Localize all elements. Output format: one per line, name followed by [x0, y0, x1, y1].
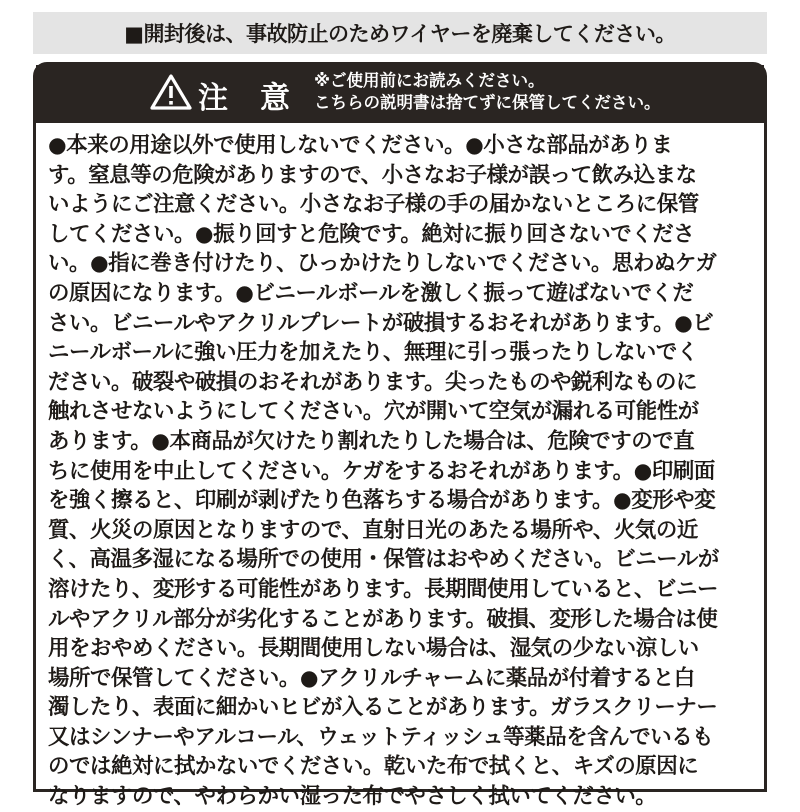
caution-header	[36, 65, 764, 123]
caution-body-line: 又はシンナーやアルコール、ウェットティッシュ等薬品を含んでいるも	[48, 724, 714, 750]
caution-body-line: いようにご注意ください。小さなお子様の手の届かないところに保管	[48, 192, 699, 218]
caution-body-line: なりますので、やわらかい湿った布でやさしく拭いてください。	[48, 784, 657, 810]
disposal-notice-text: ■開封後は、事故防止のためワイヤーを廃棄してください。	[124, 22, 676, 46]
caution-body-line: ださい。破裂や破損のおそれがあります。尖ったものや鋭利なものに	[48, 369, 697, 395]
caution-body-line: ルやアクリル部分が劣化することがあります。破損、変形した場合は使	[48, 606, 718, 632]
caution-body-line: 濁したり、表面に細かいヒビが入ることがあります。ガラスクリーナー	[48, 695, 718, 721]
caution-body-line: を強く擦ると、印刷が剥げたり色落ちする場合があります。●変形や変	[48, 488, 716, 514]
caution-box	[33, 62, 767, 810]
caution-body-line: 触れさせないようにしてください。穴が開いて空気が漏れる可能性が	[48, 399, 699, 425]
caution-body-line: く、高温多湿になる場所での使用・保管はおやめください。ビニールが	[48, 547, 719, 573]
caution-note-read-before-use: ※ご使用前にお読みください。	[314, 71, 545, 90]
caution-notes	[314, 70, 661, 114]
caution-body-line: あります。●本商品が欠けたり割れたりした場合は、危険ですので直	[48, 428, 695, 454]
caution-body-line: さい。ビニールやアクリルプレートが破損するおそれがあります。●ビ	[48, 310, 714, 336]
caution-note-keep-manual: こちらの説明書は捨てずに保管してください。	[314, 93, 661, 112]
caution-body-line: 場所で保管してください。●アクリルチャームに薬品が付着すると白	[48, 665, 695, 691]
caution-body-text	[48, 131, 754, 812]
caution-body-line: す。窒息等の危険がありますので、小さなお子様が誤って飲み込まな	[48, 162, 697, 188]
caution-body-line: 溶けたり、変形する可能性があります。長期間使用していると、ビニー	[48, 576, 718, 602]
caution-title: 注意	[198, 81, 322, 116]
disposal-notice-banner	[33, 12, 767, 54]
caution-body-line: のでは絶対に拭かないでください。乾いた布で拭くと、キズの原因に	[48, 754, 699, 780]
caution-body-line: してください。●振り回すと危険です。絶対に振り回さないでくださ	[48, 221, 695, 247]
warning-triangle-icon	[149, 73, 193, 111]
caution-body-line: ●本来の用途以外で使用しないでください。●小さな部品がありま	[48, 133, 673, 158]
caution-body-line: 用をおやめください。長期間使用しない場合は、湿気の少ない涼しい	[48, 636, 699, 662]
caution-body-line: い。●指に巻き付けたり、ひっかけたりしないでください。思わぬケガ	[48, 251, 717, 277]
caution-body-line: ちに使用を中止してください。ケガをするおそれがあります。●印刷面	[48, 458, 715, 484]
caution-body-line: の原因になります。●ビニールボールを激しく振って遊ばないでくだ	[48, 280, 694, 306]
caution-body-line: ニールボールに強い圧力を加えたり、無理に引っ張ったりしないでく	[48, 340, 698, 366]
caution-body-line: 質、火災の原因となりますので、直射日光のあたる場所や、火気の近	[48, 517, 698, 543]
